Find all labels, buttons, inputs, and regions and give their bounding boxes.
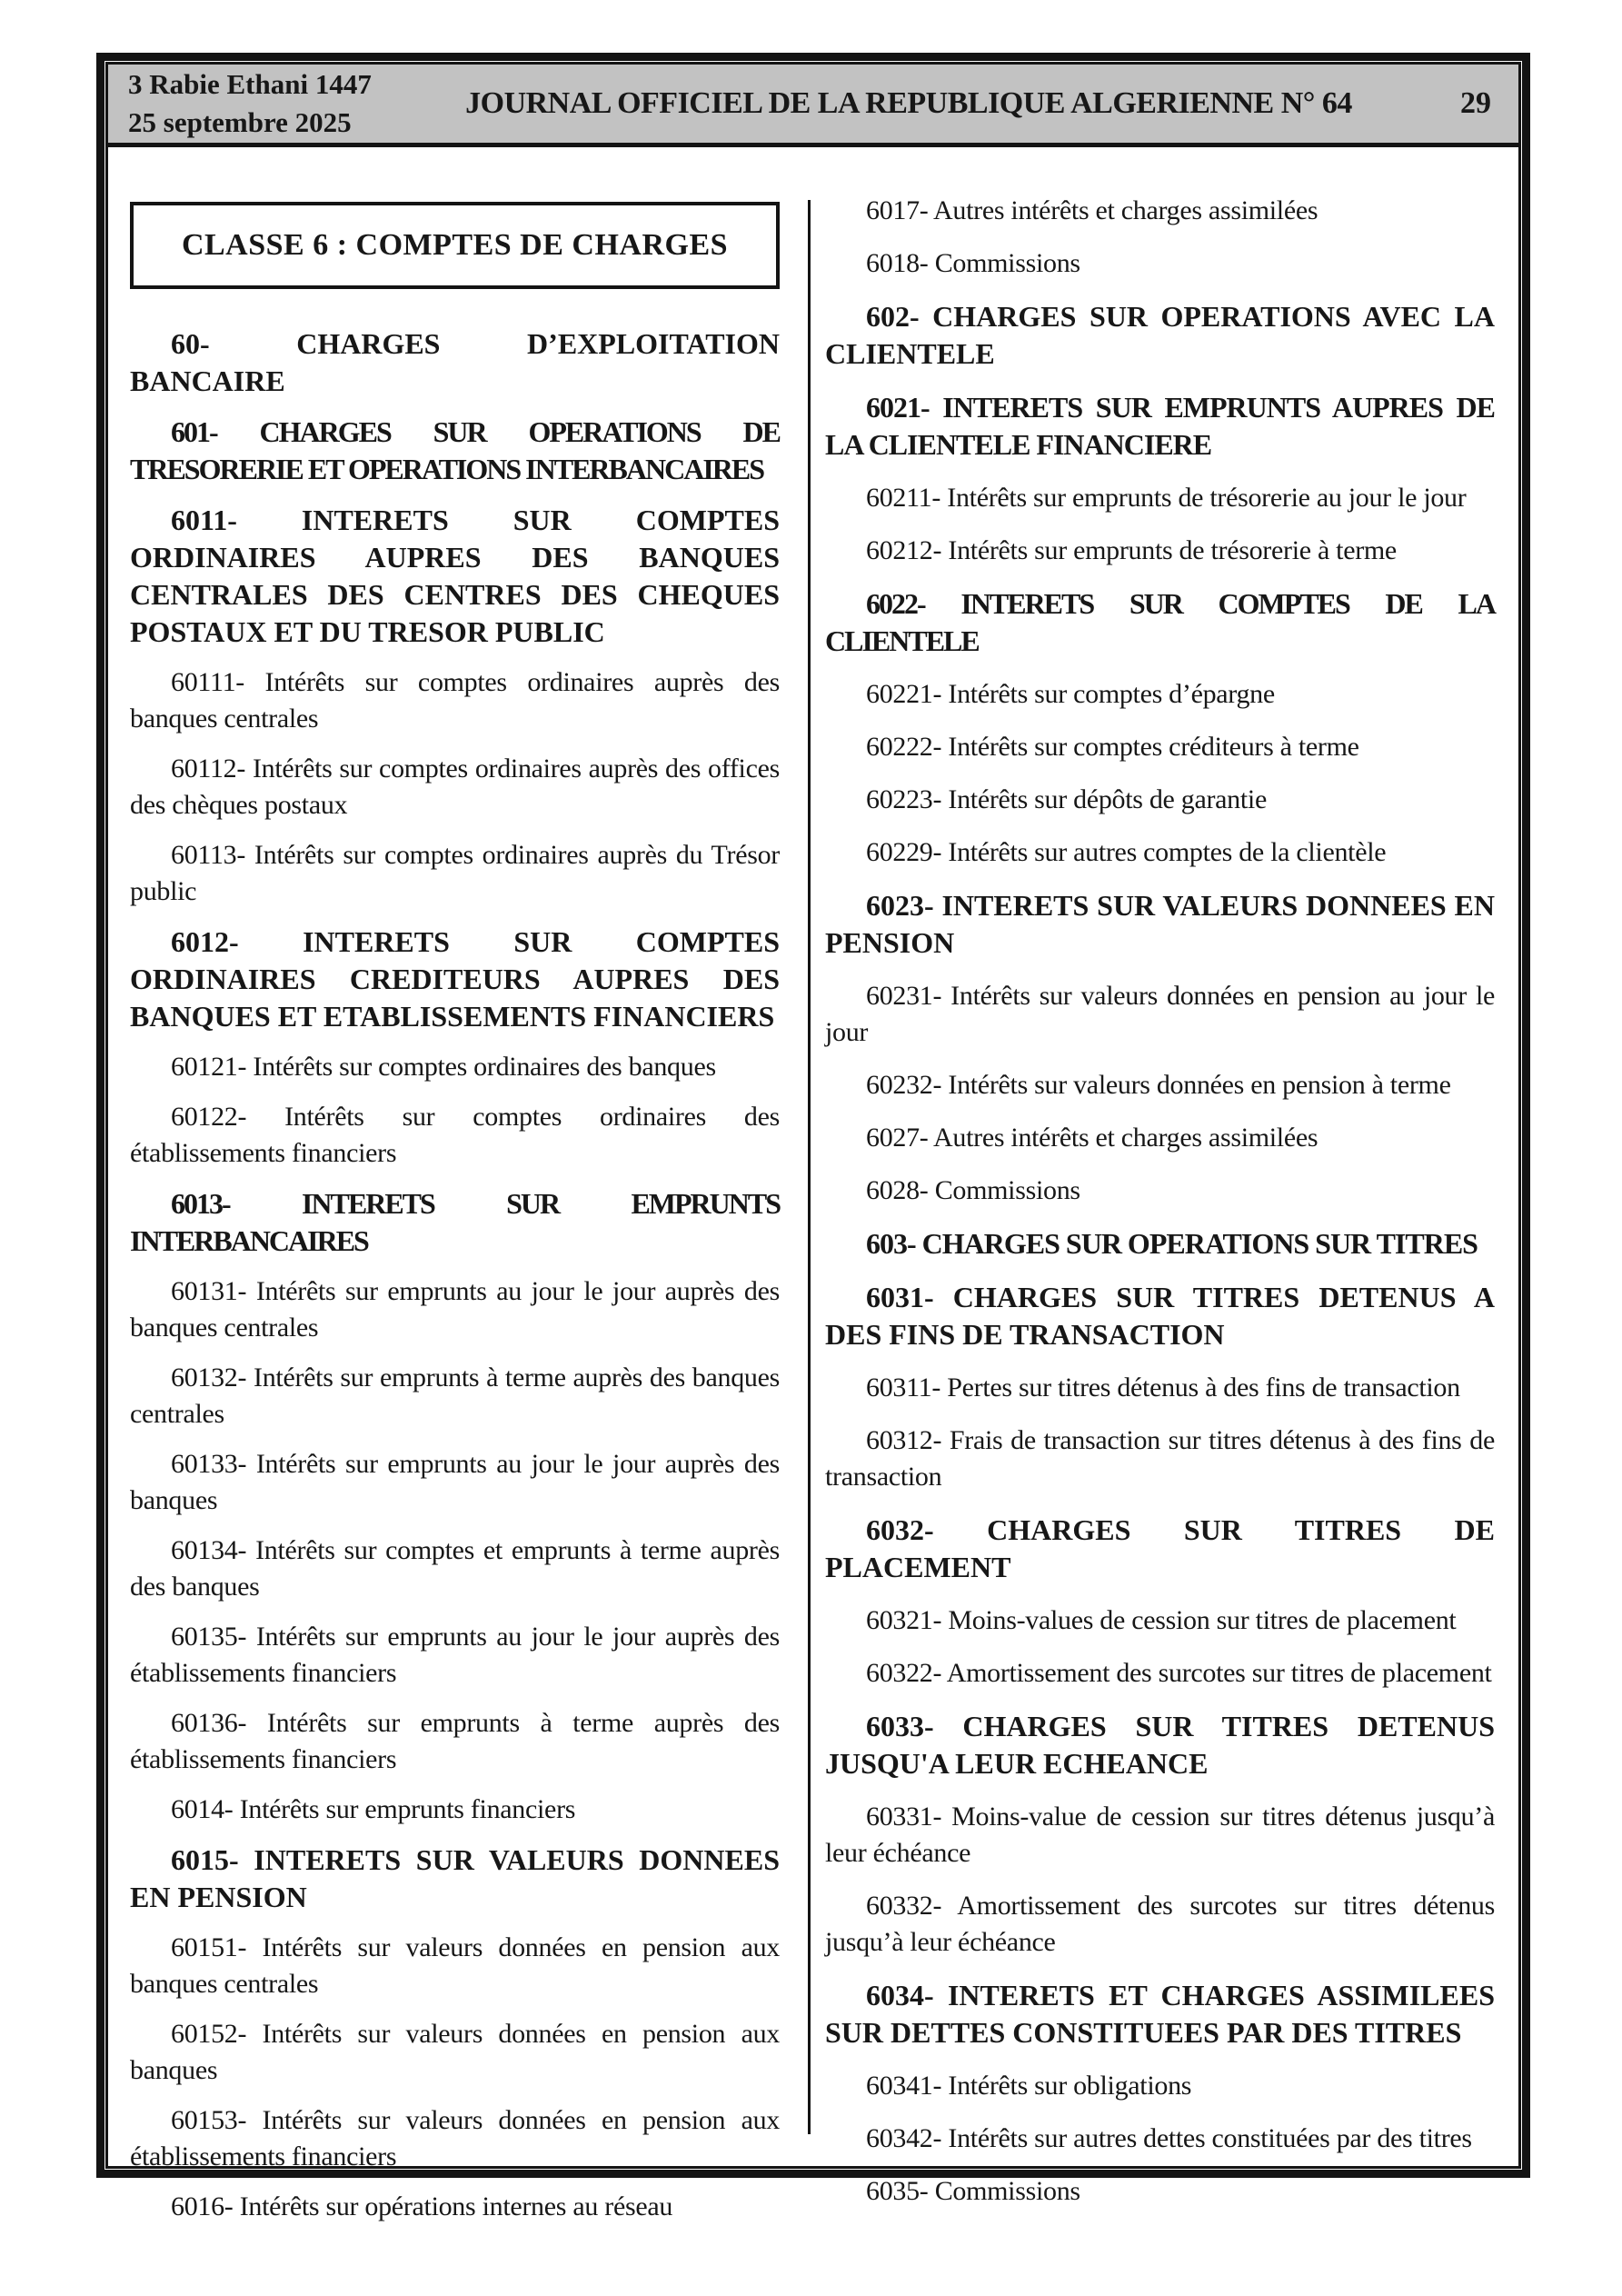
account-heading: 6031- CHARGES SUR TITRES DETENUS A DES FINS DE TRANSACTION (825, 1281, 1495, 1351)
account-heading: 6021- INTERETS SUR EMPRUNTS AUPRES DE LA CLIENTELE FINANCIERE (825, 391, 1495, 461)
account-item: 60231- Intérêts sur valeurs données en pension au jour le jour (825, 981, 1495, 1047)
account-item: 6027- Autres intérêts et charges assimilées (866, 1123, 1318, 1153)
account-heading: 603- CHARGES SUR OPERATIONS SUR TITRES (866, 1227, 1478, 1260)
account-item: 60113- Intérêts sur comptes ordinaires auprès du Trésor public (130, 840, 780, 906)
account-item: 60232- Intérêts sur valeurs données en pension à terme (866, 1070, 1451, 1100)
account-item: 60341- Intérêts sur obligations (866, 2071, 1192, 2101)
account-item: 60132- Intérêts sur emprunts à terme auprès des banques centrales (130, 1363, 780, 1429)
right-column (825, 193, 1495, 2210)
account-item: 60332- Amortissement des surcotes sur titres détenus jusqu’à leur échéance (825, 1891, 1495, 1957)
account-heading: 6011- INTERETS SUR COMPTES ORDINAIRES AUPRES DES BANQUES CENTRALES DES CENTRES DES CHEQUES POSTAUX ET DU TRESOR PUBLIC (130, 504, 780, 648)
account-item: 60135- Intérêts sur emprunts au jour le jour auprès des établissements financiers (130, 1622, 780, 1688)
account-item: 60223- Intérêts sur dépôts de garantie (866, 784, 1267, 814)
account-item: 60151- Intérêts sur valeurs données en pension aux banques centrales (130, 1932, 780, 1999)
account-item: 60131- Intérêts sur emprunts au jour le jour auprès des banques centrales (130, 1276, 780, 1343)
account-item: 6028- Commissions (866, 1175, 1080, 1205)
header-band (108, 65, 1518, 147)
account-item: 60322- Amortissement des surcotes sur titres de placement (866, 1658, 1492, 1688)
account-heading: 6012- INTERETS SUR COMPTES ORDINAIRES CREDITEURS AUPRES DES BANQUES ET ETABLISSEMENTS FINANCIERS (130, 925, 780, 1033)
account-item: 60342- Intérêts sur autres dettes constituées par des titres (866, 2123, 1472, 2153)
account-heading: 6033- CHARGES SUR TITRES DETENUS JUSQU'A LEUR ECHEANCE (825, 1710, 1495, 1780)
account-heading: 6023- INTERETS SUR VALEURS DONNEES EN PENSION (825, 889, 1495, 959)
account-item: 60321- Moins-values de cession sur titres de placement (866, 1605, 1457, 1635)
classe-box (130, 202, 780, 289)
account-item: 60121- Intérêts sur comptes ordinaires des banques (171, 1052, 716, 1082)
account-heading: 6013- INTERETS SUR EMPRUNTS INTERBANCAIRES (130, 1187, 780, 1257)
account-item: 6017- Autres intérêts et charges assimilées (866, 195, 1318, 225)
account-item: 60111- Intérêts sur comptes ordinaires auprès des banques centrales (130, 667, 780, 734)
account-heading: 6034- INTERETS ET CHARGES ASSIMILEES SUR DETTES CONSTITUEES PAR DES TITRES (825, 1979, 1495, 2049)
account-item: 60134- Intérêts sur comptes et emprunts à terme auprès des banques (130, 1535, 780, 1602)
account-item: 60331- Moins-value de cession sur titres détenus jusqu’à leur échéance (825, 1802, 1495, 1868)
page-number: 29 (1460, 86, 1491, 120)
journal-date (108, 65, 410, 142)
left-column (130, 202, 780, 2225)
journal-date-hijri: 3 Rabie Ethani 1447 (128, 68, 372, 100)
right-column-entries (825, 193, 1495, 2210)
account-item: 60212- Intérêts sur emprunts de trésorerie à terme (866, 535, 1397, 565)
account-heading: 602- CHARGES SUR OPERATIONS AVEC LA CLIENTELE (825, 300, 1495, 370)
account-heading: 6022- INTERETS SUR COMPTES DE LA CLIENTELE (825, 587, 1495, 657)
account-item: 60211- Intérêts sur emprunts de trésorerie au jour le jour (866, 483, 1467, 513)
account-heading: 601- CHARGES SUR OPERATIONS DE TRESORERIE ET OPERATIONS INTERBANCAIRES (130, 415, 780, 485)
journal-title: JOURNAL OFFICIEL DE LA REPUBLIQUE ALGERIENNE N° 64 (465, 86, 1352, 120)
account-item: 60122- Intérêts sur comptes ordinaires des établissements financiers (130, 1102, 780, 1168)
column-divider (808, 200, 811, 2134)
classe-box-title: CLASSE 6 : COMPTES DE CHARGES (181, 228, 729, 262)
account-item: 60311- Pertes sur titres détenus à des fins de transaction (866, 1373, 1460, 1403)
journal-date-gregorian: 25 septembre 2025 (128, 106, 352, 138)
account-heading: 6015- INTERETS SUR VALEURS DONNEES EN PENSION (130, 1843, 780, 1913)
account-item: 60153- Intérêts sur valeurs données en pension aux établissements financiers (130, 2105, 780, 2171)
account-heading: 60- CHARGES D’EXPLOITATION BANCAIRE (130, 327, 780, 397)
account-item: 60112- Intérêts sur comptes ordinaires auprès des offices des chèques postaux (130, 754, 780, 820)
account-item: 6035- Commissions (866, 2176, 1080, 2206)
account-item: 6016- Intérêts sur opérations internes au réseau (171, 2191, 673, 2221)
account-item: 60133- Intérêts sur emprunts au jour le jour auprès des banques (130, 1449, 780, 1515)
account-item: 6014- Intérêts sur emprunts financiers (171, 1794, 576, 1824)
account-item: 6018- Commissions (866, 248, 1080, 278)
account-item: 60221- Intérêts sur comptes d’épargne (866, 679, 1275, 709)
account-heading: 6032- CHARGES SUR TITRES DE PLACEMENT (825, 1513, 1495, 1583)
account-item: 60312- Frais de transaction sur titres détenus à des fins de transaction (825, 1425, 1495, 1492)
left-column-entries (130, 325, 780, 2225)
account-item: 60136- Intérêts sur emprunts à terme auprès des établissements financiers (130, 1708, 780, 1774)
account-item: 60222- Intérêts sur comptes créditeurs à terme (866, 732, 1359, 762)
account-item: 60229- Intérêts sur autres comptes de la clientèle (866, 837, 1387, 867)
account-item: 60152- Intérêts sur valeurs données en pension aux banques (130, 2019, 780, 2085)
